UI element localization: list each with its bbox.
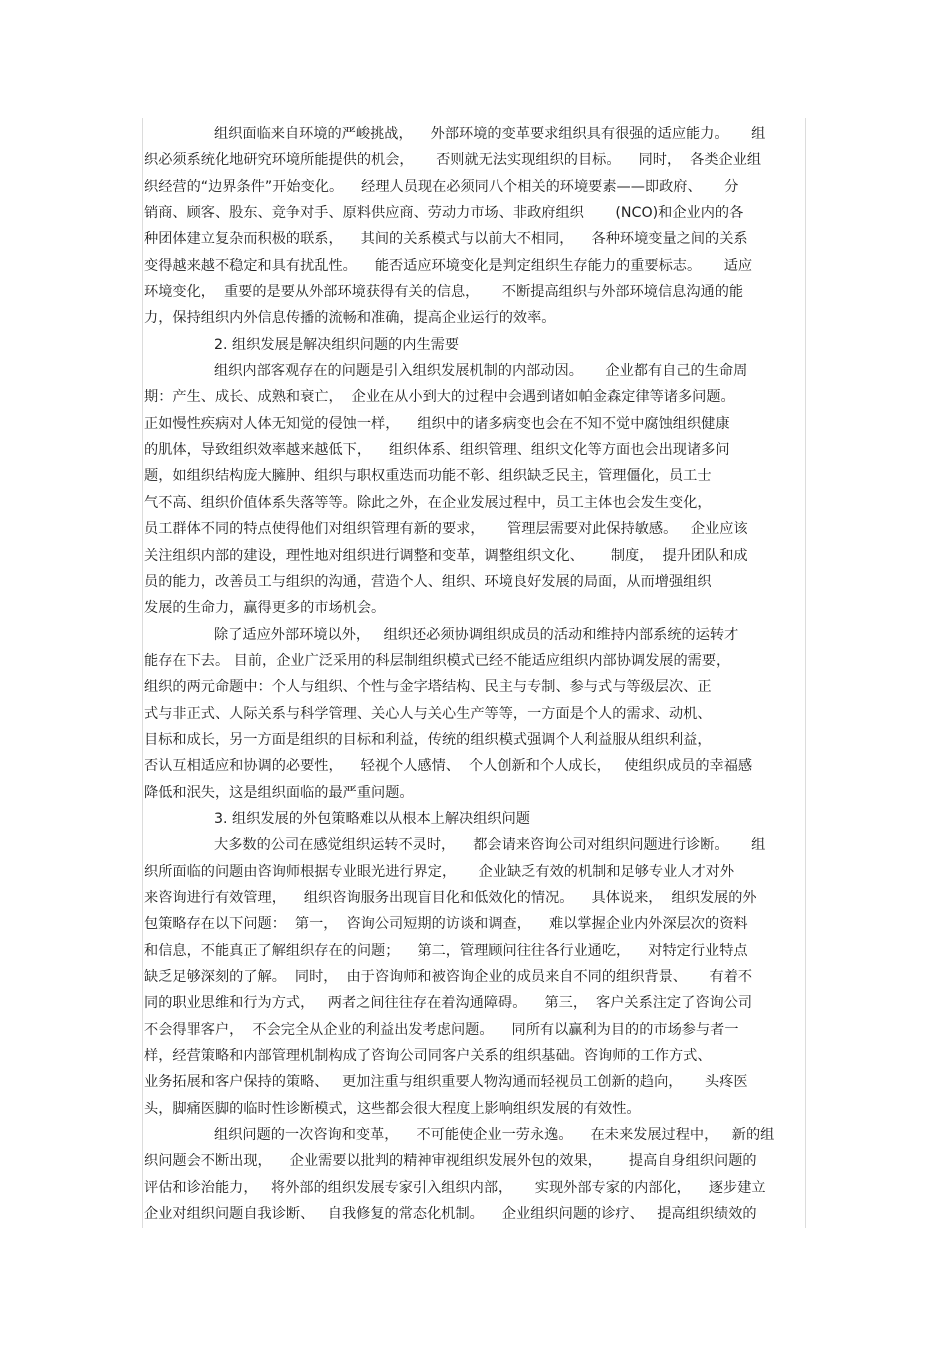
- text-line: 降低和泯失，这是组织面临的最严重问题。: [144, 784, 414, 801]
- text-line: 组织的两元命题中：个人与组织、个性与金字塔结构、民主与专制、参与式与等级层次、正: [144, 679, 712, 696]
- text-line: 组织面临来自环境的严峻挑战， 外部环境的变革要求组织具有很强的适应能力。 组: [214, 126, 766, 142]
- text-line: 包策略存在以下问题： 第一， 咨询公司短期的访谈和调查， 难以掌握企业内外深层次的资料: [144, 916, 748, 933]
- text-line: 来咨询进行有效管理， 组织咨询服务出现盲目化和低效化的情况。 具体说来， 组织发展的外: [144, 889, 757, 906]
- text-line: 气不高、组织价值体系失落等等。除此之外，在企业发展过程中，员工主体也会发生变化，: [144, 494, 712, 511]
- text-line: 销商、顾客、股东、竞争对手、原料供应商、劳动力市场、非政府组织 (NCO)和企业内的各: [144, 205, 744, 222]
- text-line: 组织内部客观存在的问题是引入组织发展机制的内部动因。 企业都有自己的生命周: [214, 363, 748, 380]
- text-line: 织必须系统化地研究环境所能提供的机会， 否则就无法实现组织的目标。 同时， 各类企业组: [144, 152, 762, 169]
- text-line: 和信息，不能真正了解组织存在的问题； 第二，管理顾问往往各行业通吃， 对特定行业特点: [144, 942, 748, 959]
- page-margin-line-left: [142, 118, 143, 1228]
- page-margin-line-right: [805, 118, 806, 1228]
- text-line: 组织问题的一次咨询和变革， 不可能使企业一劳永逸。 在未来发展过程中， 新的组: [214, 1127, 775, 1144]
- text-line: 目标和成长，另一方面是组织的目标和利益，传统的组织模式强调个人利益服从组织利益，: [144, 731, 712, 748]
- text-line: 正如慢性疾病对人体无知觉的侵蚀一样， 组织中的诸多病变也会在不知不觉中腐蚀组织健康: [144, 415, 730, 432]
- text-line: 发展的生命力，赢得更多的市场机会。: [144, 600, 386, 617]
- body-text: [144, 121, 804, 1227]
- text-line: 变得越来越不稳定和具有扰乱性。 能否适应环境变化是判定组织生存能力的重要标志。 适应: [144, 257, 753, 274]
- text-line: 大多数的公司在感觉组织运转不灵时， 都会请来咨询公司对组织问题进行诊断。 组: [214, 837, 766, 854]
- text-line: 的肌体，导致组织效率越来越低下， 组织体系、组织管理、组织文化等方面也会出现诸多问: [144, 442, 730, 459]
- text-line: 头，脚痛医脚的临时性诊断模式，这些都会很大程度上影响组织发展的有效性。: [144, 1100, 641, 1117]
- text-line: 同的职业思维和行为方式， 两者之间往往存在着沟通障碍。 第三， 客户关系注定了咨询公司: [144, 995, 753, 1012]
- text-line: 员的能力，改善员工与组织的沟通，营造个人、组织、环境良好发展的局面，从而增强组织: [144, 573, 712, 590]
- text-line: 织经营的“边界条件”开始变化。 经理人员现在必须同八个相关的环境要素——即政府、 分: [144, 178, 739, 195]
- text-line: 能存在下去。 目前，企业广泛采用的科层制组织模式已经不能适应组织内部协调发展的需要，: [144, 652, 731, 669]
- text-line: 织问题会不断出现， 企业需要以批判的精神审视组织发展外包的效果， 提高自身组织问题的: [144, 1153, 757, 1170]
- text-line: 织所面临的问题由咨询师根据专业眼光进行界定， 企业缺乏有效的机制和足够专业人才对外: [144, 863, 735, 880]
- text-line: 否认互相适应和协调的必要性， 轻视个人感情、 个人创新和个人成长， 使组织成员的幸福感: [144, 758, 753, 775]
- text-line: 不会得罪客户， 不会完全从企业的利益出发考虑问题。 同所有以赢利为目的的市场参与者一: [144, 1021, 739, 1038]
- text-line: 3. 组织发展的外包策略难以从根本上解决组织问题: [214, 810, 530, 827]
- text-line: 缺乏足够深刻的了解。 同时， 由于咨询师和被咨询企业的成员来自不同的组织背景、 有着不: [144, 969, 753, 985]
- text-line: 员工群体不同的特点使得他们对组织管理有新的要求， 管理层需要对此保持敏感。 企业应该: [144, 521, 748, 538]
- text-line: 期：产生、成长、成熟和衰亡， 企业在从小到大的过程中会遇到诸如帕金森定律等诸多问题。: [144, 389, 735, 406]
- text-line: 种团体建立复杂而积极的联系， 其间的关系模式与以前大不相同， 各种环境变量之间的关系: [144, 231, 748, 248]
- text-line: 环境变化， 重要的是要从外部环境获得有关的信息， 不断提高组织与外部环境信息沟通的能: [144, 284, 744, 301]
- text-line: 评估和诊治能力， 将外部的组织发展专家引入组织内部， 实现外部专家的内部化， 逐步建立: [144, 1179, 766, 1196]
- text-line: 2. 组织发展是解决组织问题的内生需要: [214, 336, 460, 353]
- text-line: 企业对组织问题自我诊断、 自我修复的常态化机制。 企业组织问题的诊疗、 提高组织绩效的: [144, 1206, 757, 1223]
- text-line: 业务拓展和客户保持的策略、 更加注重与组织重要人物沟通而轻视员工创新的趋向， 头疼医: [144, 1074, 748, 1091]
- text-line: 题，如组织结构庞大臃肿、组织与职权重迭而功能不彰、组织缺乏民主，管理僵化，员工士: [144, 468, 712, 485]
- text-line: 关注组织内部的建设，理性地对组织进行调整和变革，调整组织文化、 制度， 提升团队和成: [144, 547, 748, 564]
- text-line: 样，经营策略和内部管理机制构成了咨询公司同客户关系的组织基础。咨询师的工作方式、: [144, 1048, 712, 1065]
- text-line: 式与非正式、人际关系与科学管理、关心人与关心生产等等，一方面是个人的需求、动机、: [144, 705, 712, 722]
- text-line: 除了适应外部环境以外， 组织还必须协调组织成员的活动和维持内部系统的运转才: [214, 626, 739, 643]
- text-line: 力，保持组织内外信息传播的流畅和准确，提高企业运行的效率。: [144, 310, 556, 327]
